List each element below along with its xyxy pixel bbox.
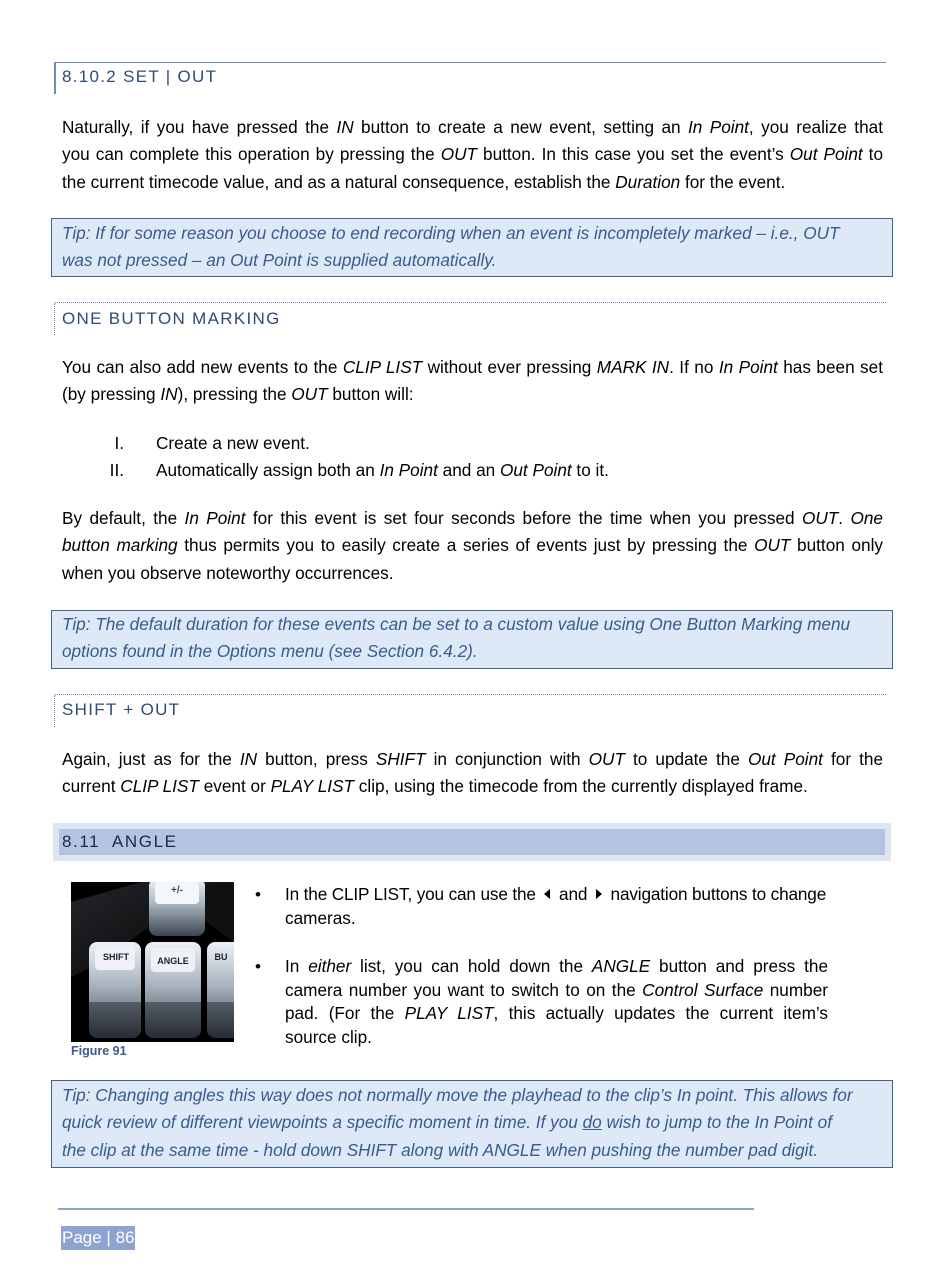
subheading-one-button-marking: ONE BUTTON MARKING [62, 309, 281, 328]
tip-line: Tip: The default duration for these events can be set to a custom value using One Button Marking menu [62, 614, 851, 634]
line: source clip. [285, 1026, 372, 1047]
tip-line: the clip at the same time - hold down SHIFT along with ANGLE when pushing the number pad digit. [62, 1139, 819, 1160]
line: Naturally, if you have pressed the IN button to create a new event, setting an In Point, you realize that [62, 117, 883, 137]
section-heading-set-out: 8.10.2 SET | OUT [62, 67, 218, 86]
subheading-shift-out: SHIFT + OUT [62, 700, 181, 719]
left-arrow-icon [544, 889, 550, 899]
heading-top-rule [55, 62, 886, 63]
bullet-dot: • [255, 885, 261, 904]
bullet-item-either [285, 955, 828, 1049]
tip-box-one-button [51, 610, 893, 669]
section-band [59, 829, 885, 855]
line: In either list, you can hold down the ANGLE button and press the [285, 956, 829, 976]
tip-line: options found in the Options menu (see Section 6.4.2). [62, 641, 478, 662]
key-label: +/- [171, 885, 183, 896]
set-out-paragraph [62, 114, 883, 196]
subheading-rule [55, 694, 886, 695]
keypad-illustration [71, 882, 234, 1042]
line: In the CLIP LIST, you can use the and navigation buttons to change [285, 884, 827, 904]
line: (by pressing IN), pressing the OUT button will: [62, 384, 414, 405]
one-button-paragraph-2 [62, 505, 883, 587]
list-item: II. Automatically assign both an In Point and an Out Point to it. [109, 460, 609, 481]
section-heading-angle: 8.11 ANGLE [62, 832, 178, 851]
line: when you observe noteworthy occurrences. [62, 562, 394, 583]
line: camera number you want to switch to on the Control Surface number [285, 979, 828, 1000]
line: the current timecode value, and as a natural consequence, establish the Duration for the event. [62, 171, 786, 192]
one-button-paragraph [62, 354, 883, 409]
right-arrow-icon [596, 889, 602, 899]
line: cameras. [285, 907, 356, 928]
tip-line: quick review of different viewpoints a specific moment in time. If you do wish to jump to the In Point of [62, 1112, 832, 1133]
subheading-left-bar [54, 695, 55, 727]
line: current CLIP LIST event or PLAY LIST clip, using the timecode from the currently displayed frame. [62, 776, 808, 797]
tip-line: Tip: Changing angles this way does not normally move the playhead to the clip’s In point. This allows for [62, 1085, 853, 1105]
key-label: BU [214, 952, 228, 962]
tip-box-angle [51, 1080, 893, 1168]
key-label: SHIFT [103, 952, 129, 962]
page-number: Page | 86 [61, 1226, 135, 1250]
footer-rule [58, 1208, 754, 1210]
line: button marking thus permits you to easily create a series of events just by pressing the OUT button only [62, 535, 883, 556]
subheading-left-bar [54, 303, 55, 335]
subheading-rule [55, 302, 886, 303]
numbered-list [62, 430, 883, 485]
heading-left-bar [54, 62, 56, 94]
key-label: ANGLE [157, 956, 189, 966]
bullet-item-nav [285, 883, 828, 930]
tip-line: Tip: If for some reason you choose to end recording when an event is incompletely marked – i.e., OUT [62, 223, 840, 243]
figure-caption: Figure 91 [71, 1044, 127, 1058]
tip-line: was not pressed – an Out Point is supplied automatically. [62, 250, 497, 271]
line: By default, the In Point for this event is set four seconds before the time when you pressed OUT. One [62, 508, 883, 528]
line: you can complete this operation by pressing the OUT button. In this case you set the event’s Out Point to [62, 144, 884, 165]
tip-box-set-out [51, 218, 893, 277]
bullet-dot: • [255, 957, 261, 976]
line: pad. (For the PLAY LIST, this actually updates the current item’s [285, 1003, 828, 1024]
line: Again, just as for the IN button, press SHIFT in conjunction with OUT to update the Out Point for the [62, 749, 884, 769]
line: You can also add new events to the CLIP LIST without ever pressing MARK IN. If no In Point has been set [62, 357, 883, 377]
shift-out-paragraph [62, 746, 883, 801]
key-shadow [71, 1002, 234, 1042]
figure-image-angle-keys [71, 882, 234, 1042]
list-item: I. Create a new event. [114, 433, 310, 453]
